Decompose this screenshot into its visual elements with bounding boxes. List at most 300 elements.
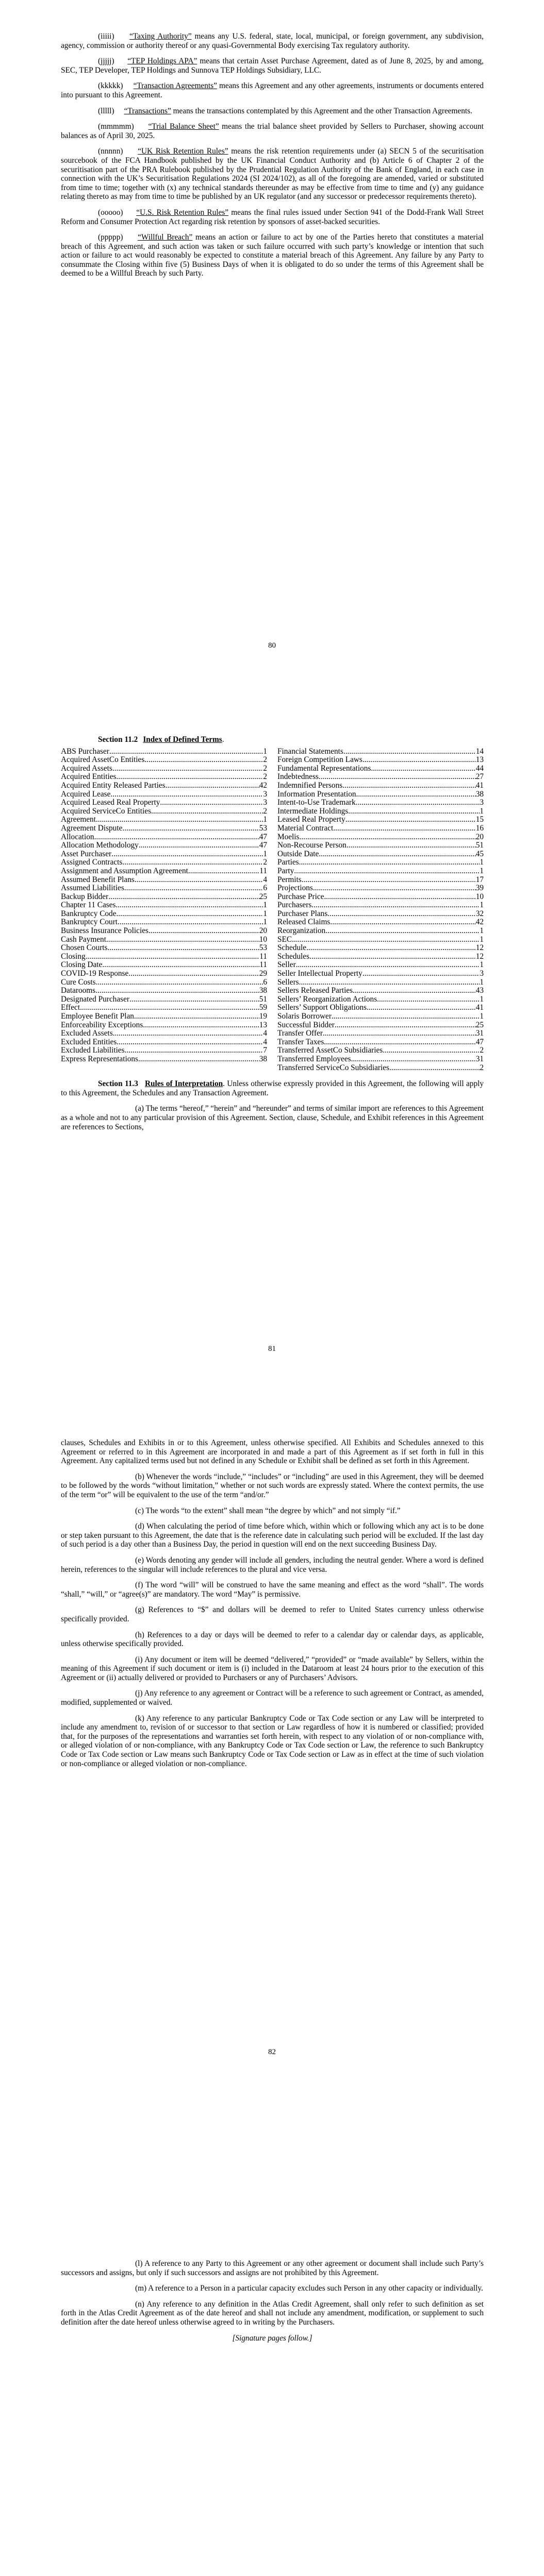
index-entry [61,927,267,936]
definition-uk-risk-retention-rules [61,147,484,201]
index-page-number: 10 [259,935,267,944]
index-entry [277,944,484,953]
dot-leader [348,807,480,816]
page-82-content [61,1438,484,1775]
index-term: Fundamental Representations [277,764,371,773]
index-entry [61,807,267,816]
index-page-number: 2 [263,806,267,816]
index-entry [61,978,267,987]
definition-text: means the risk retention requirements under (a) SECN 5 of the securitisation sourcebook of the FCA Handbook published by the UK Financial Conduct Authority and (b) Article 6 of Chapter 2 of the securitisation part of the PRA Rulebook published by the Prudential Regulation Authority of the Bank of England, in each case in connection with the UK’s Securitisation Regulations 2024 (SI 2024/102), as all of the foregoing are amended, varied or substituted from time to time; together with (x) any technical standards thereunder as may be effective from time to time and (y) any guidance relating thereto as may from time to time be published by an UK regulator (and any successor or predecessor requirements thereto). [61,147,484,201]
definition-label: (jjjjj) [98,57,114,66]
dot-leader [342,782,476,790]
index-page-number: 25 [475,1020,484,1029]
dot-leader [116,910,263,919]
index-term: Acquired Lease [61,790,111,799]
interpretation-para-k: (k) Any reference to any particular Bankruptcy Code or Tax Code section or any Law will be interpreted to include any amendment to, revision of or successor to that section or Law regardless of how it is numbered or classified; provided that, for the purposes of the representations and warranties set forth herein, with respect to any violation of or non-compliance with, or alleged violation of or non-compliance, with any Bankruptcy Code or Tax Code section or Law, the reference to such Bankruptcy Code or Tax Code section or Law means such Bankruptcy Code or Tax Code section or Law as in effect at the time of such violation or non-compliance or alleged violation or non-compliance. [61,1714,484,1768]
index-entry [61,850,267,859]
interpretation-para-d: (d) When calculating the period of time before which, within which or following which any act is to be done or step taken pursuant to this Agreement, the date that is the reference date in calculating such period will be excluded. If the last day of such period is a day other than a Business Day, the period in question will end on the next succeeding Business Day. [61,1522,484,1549]
index-term: Party [277,867,294,875]
index-entry [61,782,267,790]
index-term: Designated Purchaser [61,995,129,1004]
dot-leader [135,876,263,885]
definition-text: means the trial balance sheet provided by Sellers to Purchaser, showing account balances as of April 30, 2025. [61,122,484,140]
index-entry [61,833,267,842]
index-page-number: 1 [480,994,484,1004]
index-page-number: 38 [475,789,484,799]
index-page-number: 42 [475,918,484,927]
index-page-number: 47 [259,832,267,841]
index-page-number: 12 [475,952,484,961]
index-page-number: 1 [480,1012,484,1021]
index-page-number: 41 [475,781,484,790]
index-entry [277,910,484,919]
index-page-number: 2 [263,772,267,782]
page-number: 80 [268,641,276,650]
index-page-number: 27 [475,772,484,782]
index-page-number: 17 [475,875,484,884]
document-page-82 [0,1406,544,2110]
index-page-number: 1 [480,926,484,936]
dot-leader [86,953,260,961]
index-entry [277,961,484,970]
index-page-number: 38 [259,986,267,995]
index-entry [61,970,267,978]
index-entry [61,918,267,927]
index-term: Transfer Taxes [277,1038,324,1046]
dot-leader [102,961,259,970]
index-term: Asset Purchaser [61,850,112,858]
definition-text: means this Agreement and any other agreements, instruments or documents entered into pursuant to this Agreement. [61,81,484,99]
section-title: Index of Defined Terms [143,735,222,744]
interpretation-para-i: (i) Any document or item will be deemed “delivered,” “provided” or “made available” by Sellers, within the meaning of this Agreement if such document or item is (i) included in the Dataroom at least 24 hours prior to the execution of this Agreement or (ii) actually delivered or provided to Purchasers or any of Purchasers’ Advisors. [61,1655,484,1682]
section-number: Section 11.3 [98,1079,138,1089]
index-term: Parties [277,858,299,867]
index-page-number: 25 [259,892,267,901]
dot-leader [335,1021,476,1030]
index-page-number: 1 [263,849,267,858]
index-entry [277,936,484,944]
dot-leader [134,1012,259,1021]
dot-leader [353,987,476,995]
index-term: Acquired Assets [61,764,112,773]
index-entry [61,799,267,807]
dot-leader [383,1046,480,1055]
index-term: Effect [61,1004,80,1012]
index-term: Transfer Offer [277,1029,323,1038]
index-page-number: 4 [263,875,267,884]
interpretation-para-j: (j) Any reference to any agreement or Contract will be a reference to such agreement or Contract, as amended, modified, supplemented or waived. [61,1689,484,1707]
index-entry [61,995,267,1004]
defined-term: “UK Risk Retention Rules” [138,147,228,156]
index-column-right [277,748,484,1073]
index-term: Employee Benefit Plan [61,1012,134,1021]
index-entry [277,953,484,961]
interpretation-para-a-continued: clauses, Schedules and Exhibits in or to this Agreement, unless otherwise specified. All Exhibits and Schedules annexed to this Agreement or referred to in this Agreement are incorporated in and made a part of this Agreement as if set forth in full in this Agreement. Any capitalized terms used but not defined in any Schedule or Exhibit shall be defined as set forth in this Agreement. [61,1438,484,1466]
index-term: Seller [277,961,296,970]
index-entry [277,867,484,876]
dot-leader [116,901,263,910]
index-page-number: 3 [480,969,484,978]
defined-term: “Willful Breach” [138,233,193,242]
index-page-number: 1 [480,935,484,944]
dot-leader [138,1055,259,1064]
dot-leader [327,910,475,919]
dot-leader [356,799,480,807]
index-page-number: 13 [475,755,484,765]
index-page-number: 59 [259,1003,267,1012]
index-term: Transferred ServiceCo Subsidiaries [277,1063,389,1072]
dot-leader [345,816,476,824]
index-entry [277,850,484,859]
dot-leader [389,1064,480,1073]
definition-tep-holdings-apa [61,57,484,75]
dot-leader [313,884,476,893]
dot-leader [324,1038,475,1047]
dot-leader [306,944,476,953]
index-term: Allocation Methodology [61,841,139,850]
index-page-number: 39 [475,884,484,893]
interpretation-para-m: (m) A reference to a Person in a particular capacity excludes such Person in any other capacity or individually. [135,2284,483,2293]
dot-leader [80,1004,259,1012]
index-entry [277,799,484,807]
index-page-number: 1 [263,909,267,918]
index-entry [277,807,484,816]
defined-term: “Trial Balance Sheet” [148,122,219,131]
index-term: Express Representations [61,1055,138,1063]
defined-term: “Transactions” [124,106,171,115]
index-entry [277,970,484,978]
index-entry [61,748,267,756]
index-entry [277,1004,484,1012]
index-entry [277,765,484,773]
dot-leader [362,970,480,978]
index-page-number: 2 [263,764,267,773]
dot-leader [300,833,476,842]
index-term: Projections [277,884,313,893]
dot-leader [296,961,480,970]
page-number: 81 [268,1345,276,1353]
index-term: Bankruptcy Code [61,909,117,918]
index-page-number: 53 [259,823,267,833]
index-term: Reorganization [277,927,326,936]
index-page-number: 1 [480,806,484,816]
index-page-number: 12 [475,943,484,953]
index-term: Excluded Liabilities [61,1046,125,1055]
index-term: Intermediate Holdings [277,807,349,816]
definition-text: means any U.S. federal, state, local, municipal, or foreign government, any subdivision, agency, commission or authority thereof or any quasi-Governmental Body exercising Tax regulatory authority. [61,32,484,50]
index-entry [277,893,484,902]
dot-leader [332,1012,480,1021]
index-entry [61,936,267,944]
interpretation-para-h: (h) References to a day or days will be deemed to refer to a calendar day or calendar days, as applicable, unless otherwise specifically provided. [61,1630,484,1649]
index-entry [277,833,484,842]
index-entry [61,824,267,833]
index-entry [277,884,484,893]
dot-leader [356,790,476,799]
index-entry [277,858,484,867]
definition-label: (ooooo) [98,208,123,217]
page-81-content [61,735,484,1138]
index-entry [277,901,484,910]
index-page-number: 13 [259,1020,267,1029]
section-number: Section 11.2 [98,735,138,744]
index-term: Cash Payment [61,935,106,944]
index-entry [61,987,267,995]
dot-leader [116,773,263,782]
index-term: Excluded Assets [61,1029,113,1038]
definition-us-risk-retention-rules [61,208,484,226]
index-entry [277,978,484,987]
defined-terms-index [61,748,484,1073]
index-term: Enforceability Exceptions [61,1021,143,1029]
index-entry [61,953,267,961]
definition-label: (ppppp) [98,233,123,242]
index-page-number: 1 [263,918,267,927]
section-text: . [222,735,224,744]
index-term: Agreement Dispute [61,824,123,833]
index-entry [61,841,267,850]
dot-leader [311,901,480,910]
dot-leader [188,867,259,876]
dot-leader [299,858,480,867]
index-term: Indebtedness [277,773,319,782]
index-entry [277,773,484,782]
index-page-number: 43 [475,986,484,995]
section-11-2-heading [61,735,484,744]
index-entry [61,1046,267,1055]
dot-leader [333,824,475,833]
dot-leader [117,1038,263,1047]
index-term: Agreement [61,816,96,824]
definition-taxing-authority [61,32,484,50]
index-entry [277,1021,484,1030]
index-term: Seller Intellectual Property [277,970,362,978]
index-page-number: 32 [475,909,484,918]
index-term: Material Contract [277,824,334,833]
dot-leader [112,765,263,773]
dot-leader [367,1004,476,1012]
interpretation-para-n: (n) Any reference to any definition in the Atlas Credit Agreement, shall only refer to such definition as set forth in the Atlas Credit Agreement as of the date hereof and shall not include any amendment, modification, or supplement to such definition after the date hereof unless otherwise agreed to in writing by the Purchasers. [61,2299,484,2327]
index-page-number: 38 [259,1054,267,1063]
index-entry [61,1038,267,1047]
dot-leader [143,1021,259,1030]
index-page-number: 14 [475,747,484,756]
index-page-number: 1 [480,960,484,970]
dot-leader [343,748,476,756]
index-entry [277,995,484,1004]
index-entry [277,1029,484,1038]
index-term: Cure Costs [61,978,96,987]
dot-leader [151,807,263,816]
index-term: Acquired ServiceCo Entities [61,807,152,816]
index-page-number: 44 [475,764,484,773]
index-term: Outside Date [277,850,319,858]
index-entry [61,910,267,919]
page-83-content [61,2259,484,2349]
index-entry [61,876,267,885]
index-entry [61,944,267,953]
index-term: Released Claims [277,918,331,927]
dot-leader [325,927,480,936]
index-term: COVID-19 Response [61,970,129,978]
index-page-number: 7 [263,1046,267,1055]
index-page-number: 10 [475,892,484,901]
interpretation-para-l: (l) A reference to any Party to this Agreement or any other agreement or document shall include such Party’s successors and assigns, but only if such successors and assigns are not prohibited by this Agreement. [61,2259,484,2277]
dot-leader [330,918,475,927]
definition-trial-balance-sheet [61,122,484,140]
interpretation-para-a: (a) The terms “hereof,” “herein” and “hereunder” and terms of similar import are references to this Agreement as a whole and not to any particular provision of this Agreement. Section, clause, Schedule, and Exhibit references in this Agreement are references to Sections, [61,1104,484,1131]
index-page-number: 47 [475,1037,484,1046]
index-page-number: 47 [259,841,267,850]
dot-leader [319,850,475,859]
dot-leader [323,1029,476,1038]
dot-leader [128,970,259,978]
definition-text: means an action or failure to act by one of the Parties hereto that constitutes a material breach of this Agreement, and such action was taken or such failure occurred with such party’s knowledge or intention that such action or failure to act would reasonably be expected to constitute a material breach of this Agreement. Any failure by any Party to consummate the Closing within five (5) Business Days of when it is obligated to do so under the terms of this Agreement shall be deemed to be a Willful Breach by such Party. [61,233,484,278]
index-term: Financial Statements [277,747,343,756]
index-page-number: 31 [475,1054,484,1063]
dot-leader [95,987,259,995]
index-term: Foreign Competition Laws [277,756,362,765]
index-entry [277,748,484,756]
index-entry [277,756,484,765]
defined-term: “Transaction Agreements” [133,81,217,91]
index-entry [277,927,484,936]
definition-label: (mmmmm) [98,122,134,131]
interpretation-para-b: (b) Whenever the words “include,” “includes” or “including” are used in this Agreement, they will be deemed to be followed by the words “without limitation,” whether or not such words are expressly stated. Where the context permits, the use of the term “or” will be equivalent to the use of the term “and/or.” [61,1472,484,1499]
index-term: Transferred AssetCo Subsidiaries [277,1046,383,1055]
definition-text: means the final rules issued under Section 941 of the Dodd-Frank Wall Street Reform and Consumer Protection Act regarding risk retention by sponsors of asset-backed securities. [61,208,484,226]
index-page-number: 11 [259,866,267,875]
index-term: Schedule [277,944,307,953]
index-entry [277,1046,484,1055]
dot-leader [96,816,263,824]
index-page-number: 19 [259,1012,267,1021]
dot-leader [122,858,263,867]
index-term: Intent-to-Use Trademark [277,799,356,807]
index-entry [277,841,484,850]
dot-leader [371,765,475,773]
index-term: Allocation [61,833,94,841]
index-page-number: 53 [259,943,267,953]
index-entry [277,790,484,799]
dot-leader [309,953,476,961]
index-page-number: 20 [475,832,484,841]
index-term: Sellers’ Support Obligations [277,1004,367,1012]
index-term: Permits [277,875,302,884]
index-page-number: 4 [263,1029,267,1038]
index-entry [61,1055,267,1064]
dot-leader [294,867,480,876]
index-page-number: 45 [475,849,484,858]
index-page-number: 51 [475,841,484,850]
index-page-number: 16 [475,823,484,833]
defined-term: “Taxing Authority” [129,32,192,41]
dot-leader [106,936,259,944]
index-term: Sellers Released Parties [277,987,353,995]
dot-leader [110,790,263,799]
index-term: ABS Purchaser [61,747,109,756]
dot-leader [144,756,263,765]
section-text: . Unless otherwise expressly provided in this Agreement, the following will apply to this Agreement, the Schedules and any Transaction Agreement. [61,1079,484,1097]
index-entry [61,893,267,902]
index-term: Purchasers [277,901,312,910]
index-page-number: 4 [263,1037,267,1046]
index-term: Purchase Price [277,892,324,901]
index-term: Assigned Contracts [61,858,123,867]
index-entry [61,773,267,782]
index-term: Backup Bidder [61,892,109,901]
page-80-content [61,32,484,285]
index-term: Acquired Leased Real Property [61,799,160,807]
index-entry [277,782,484,790]
interpretation-para-g: (g) References to “$” and dollars will be deemed to refer to United States currency unless otherwise specifically provided. [61,1605,484,1623]
dot-leader [94,833,259,842]
dot-leader [324,893,475,902]
index-entry [61,1004,267,1012]
page-number: 82 [268,2048,276,2056]
definition-willful-breach [61,233,484,278]
definition-text: means the transactions contemplated by this Agreement and the other Transaction Agreements. [171,106,472,115]
index-term: Assumed Liabilities [61,884,124,893]
defined-term: “U.S. Risk Retention Rules” [136,208,229,217]
index-entry [277,1055,484,1064]
index-page-number: 6 [263,977,267,987]
section-title: Rules of Interpretation [144,1079,223,1089]
dot-leader [129,995,259,1004]
index-term: Solaris Borrower [277,1012,332,1021]
dot-leader [108,893,259,902]
dot-leader [124,884,263,893]
dot-leader [111,850,263,859]
dot-leader [299,978,480,987]
dot-leader [292,936,480,944]
index-term: Indemnified Persons [277,781,343,790]
dot-leader [166,782,259,790]
index-entry [61,884,267,893]
index-page-number: 51 [259,994,267,1004]
definition-label: (nnnnn) [98,147,123,156]
index-term: Datarooms [61,987,96,995]
index-term: SEC [277,935,292,944]
index-page-number: 42 [259,781,267,790]
index-entry [61,901,267,910]
index-page-number: 1 [263,815,267,824]
dot-leader [160,799,263,807]
index-term: Schedules [277,952,310,961]
index-entry [61,816,267,824]
index-page-number: 15 [475,815,484,824]
index-page-number: 31 [475,1029,484,1038]
dot-leader [351,1055,476,1064]
index-term: Excluded Entities [61,1038,117,1046]
index-page-number: 1 [480,866,484,875]
index-term: Information Presentation [277,790,356,799]
section-11-3-paragraph [61,1079,484,1097]
dot-leader [377,995,480,1004]
index-term: Business Insurance Policies [61,927,149,936]
index-page-number: 29 [259,969,267,978]
interpretation-para-f: (f) The word “will” will be construed to have the same meaning and effect as the word “shall”. The words “shall,” “will,” or “agree(s)” are mandatory. The word “May” is permissive. [61,1581,484,1599]
defined-term: “TEP Holdings APA” [127,57,197,66]
index-page-number: 2 [263,755,267,765]
index-entry [277,1012,484,1021]
index-entry [61,961,267,970]
dot-leader [113,1029,263,1038]
definition-label: (lllll) [98,106,114,115]
dot-leader [149,927,259,936]
dot-leader [302,876,476,885]
index-term: Assumed Benefit Plans [61,875,135,884]
